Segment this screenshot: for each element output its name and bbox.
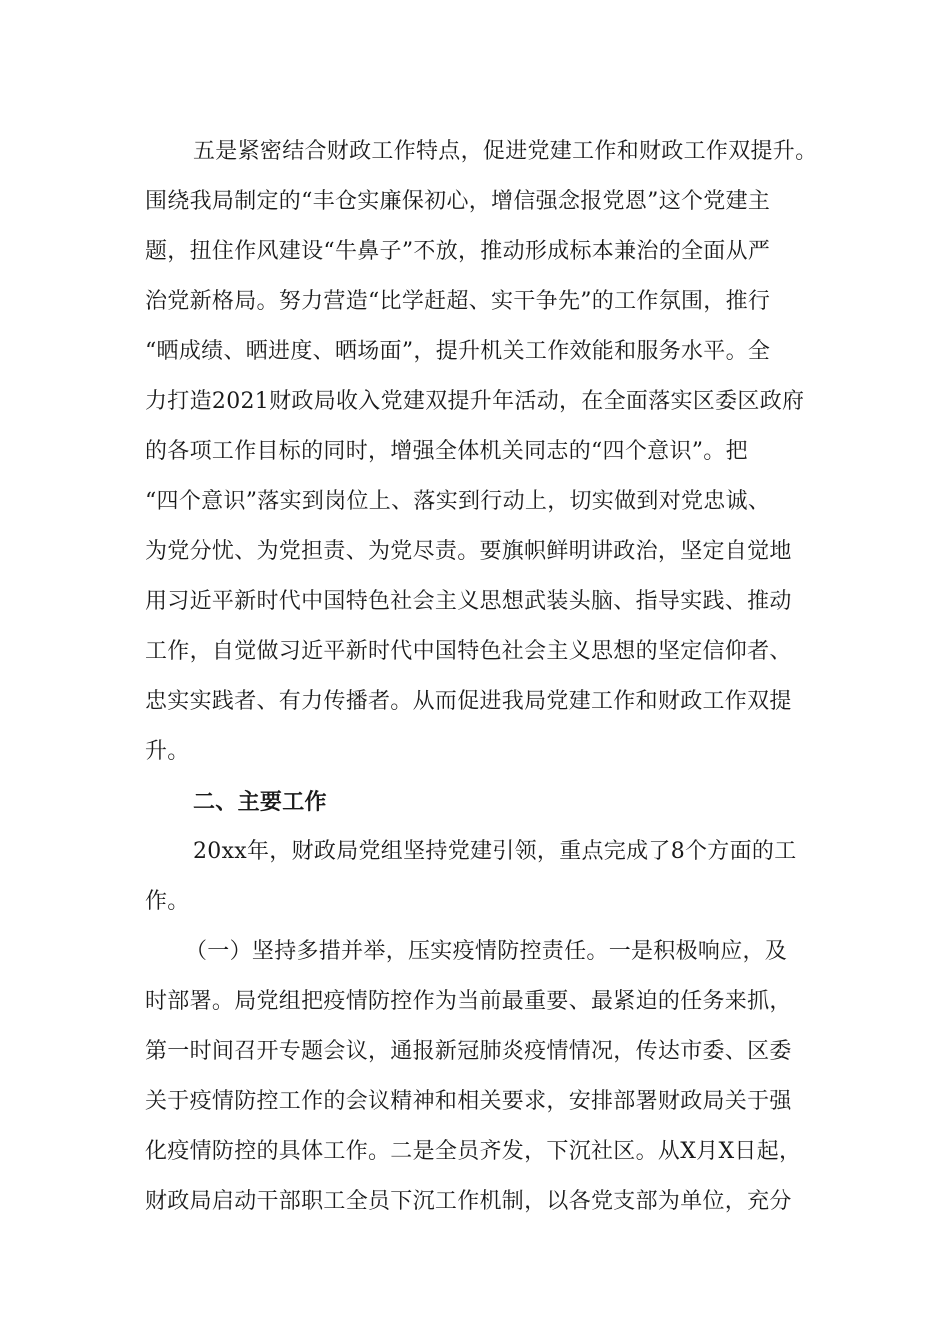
paragraph-line: 忠实实践者、有力传播者。从而促进我局党建工作和财政工作双提 bbox=[145, 689, 792, 714]
paragraph-line: 时部署。局党组把疫情防控作为当前最重要、最紧迫的任务来抓， bbox=[145, 989, 792, 1014]
paragraph-line: 治党新格局。努力营造“比学赶超、实干争先”的工作氛围，推行 bbox=[145, 289, 771, 314]
paragraph-line: （一）坚持多措并举，压实疫情防控责任。一是积极响应，及 bbox=[185, 939, 788, 964]
paragraph-line: 用习近平新时代中国特色社会主义思想武装头脑、指导实践、推动 bbox=[145, 589, 792, 614]
paragraph-line: 第一时间召开专题会议，通报新冠肺炎疫情情况，传达市委、区委 bbox=[145, 1039, 792, 1064]
paragraph-line: 题，扭住作风建设“牛鼻子”不放，推动形成标本兼治的全面从严 bbox=[145, 239, 771, 264]
paragraph-line: 工作，自觉做习近平新时代中国特色社会主义思想的坚定信仰者、 bbox=[145, 639, 792, 664]
paragraph-line: 财政局启动干部职工全员下沉工作机制，以各党支部为单位，充分 bbox=[145, 1189, 792, 1214]
paragraph-line: 的各项工作目标的同时，增强全体机关同志的“四个意识”。把 bbox=[145, 439, 748, 464]
paragraph-line: 关于疫情防控工作的会议精神和相关要求，安排部署财政局关于强 bbox=[145, 1089, 792, 1114]
paragraph-line: 五是紧密结合财政工作特点，促进党建工作和财政工作双提升。 bbox=[193, 139, 818, 164]
paragraph-line: 升。 bbox=[145, 739, 190, 764]
section-heading: 二、主要工作 bbox=[193, 789, 327, 815]
paragraph-line: “晒成绩、晒进度、晒场面”，提升机关工作效能和服务水平。全 bbox=[145, 339, 771, 364]
paragraph-line: 化疫情防控的具体工作。二是全员齐发，下沉社区。从X月X日起， bbox=[145, 1139, 802, 1164]
paragraph-line: 力打造2021财政局收入党建双提升年活动，在全面落实区委区政府 bbox=[145, 389, 805, 414]
paragraph-line: 围绕我局制定的“丰仓实廉保初心，增信强念报党恩”这个党建主 bbox=[145, 189, 771, 214]
paragraph-line: 20xx年，财政局党组坚持党建引领，重点完成了8个方面的工 bbox=[193, 839, 797, 864]
paragraph-line: “四个意识”落实到岗位上、落实到行动上，切实做到对党忠诚、 bbox=[145, 489, 771, 514]
paragraph-line: 作。 bbox=[145, 889, 190, 914]
paragraph-line: 为党分忧、为党担责、为党尽责。要旗帜鲜明讲政治，坚定自觉地 bbox=[145, 539, 792, 564]
